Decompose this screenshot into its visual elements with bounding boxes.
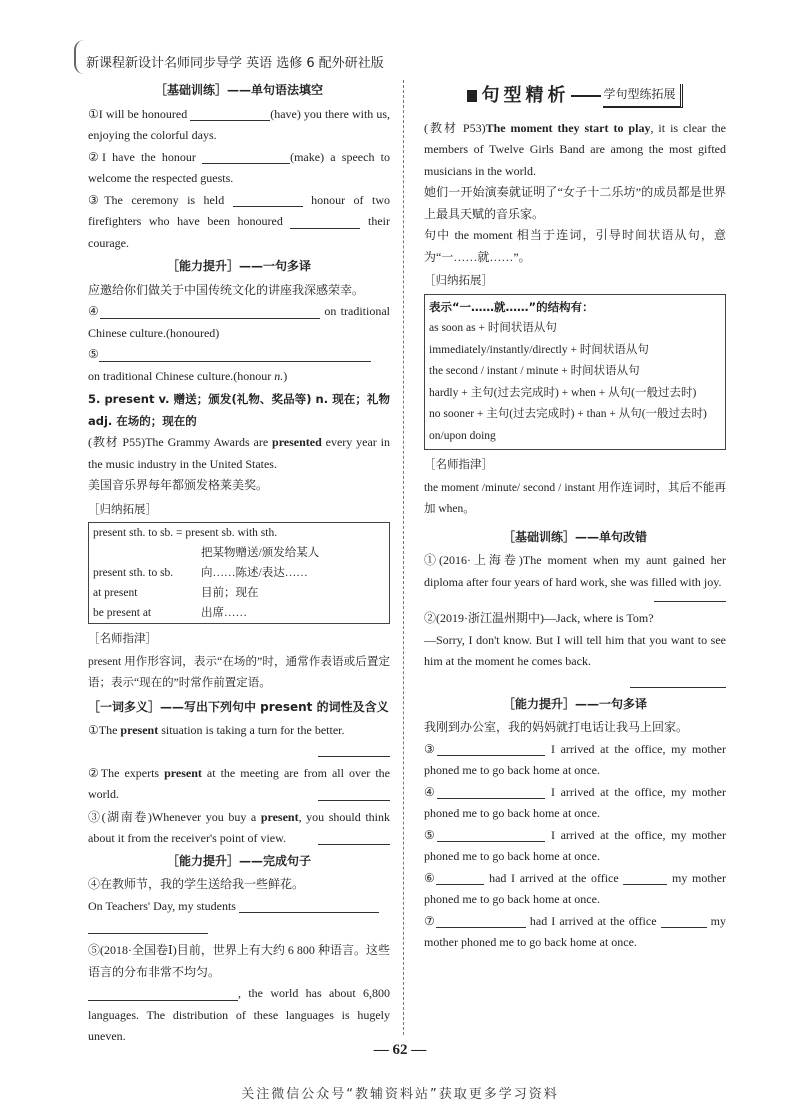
correction-item: ②(2019·浙江温州期中)—Jack, where is Tom? [424, 611, 654, 625]
teacher-tip-tag: ［名师指津］ [88, 631, 157, 645]
section-title-error-correction: ［基础训练］——单句改错 [502, 529, 647, 544]
translation-item: ④ I arrived at the office, my mother phoned me to go back home at once. [424, 784, 726, 820]
answer-blank[interactable] [630, 675, 726, 688]
banner-rule [571, 95, 601, 97]
exercise-item: ①I will be honoured (have) you there with us, enjoying the colorful days. [88, 106, 390, 142]
polysemy-item: ②The experts present at the meeting are from all over the world. [88, 765, 390, 801]
textbook-example: (教材 P55)The Grammy Awards are presented every year in the music industry in the United States. [88, 435, 390, 471]
completion-prompt: ④在教师节，我的学生送给我一些鲜花。 [88, 877, 305, 891]
structure-line: as soon as + 时间状语从句 [429, 322, 557, 334]
example-translation: 美国音乐界每年都颁发格莱美奖。 [88, 478, 269, 492]
answer-blank[interactable] [190, 108, 270, 121]
completion-prompt: ⑤(2018·全国卷Ⅰ)目前，世界上有大约 6 800 种语言。这些语言的分布非常不均匀。 [88, 943, 390, 979]
translation-item: ⑤ on traditional Chinese culture.(honour n.) [88, 344, 390, 387]
answer-blank[interactable] [437, 786, 545, 799]
exercise-item: ②I have the honour (make) a speech to welcome the respected guests. [88, 149, 390, 185]
table-row: present sth. to sb. = present sb. with sth. [93, 527, 278, 539]
translation-source: 我刚到办公室，我的妈妈就打电话让我马上回家。 [424, 720, 689, 734]
translation-source: 应邀给你们做关于中国传统文化的讲座我深感荣幸。 [88, 282, 365, 297]
structure-line: the second / instant / minute + 时间状语从句 [429, 365, 640, 377]
structure-line: immediately/instantly/directly + 时间状语从句 [429, 343, 649, 356]
page-curl-decoration [74, 40, 86, 74]
answer-blank[interactable] [239, 900, 379, 913]
completion-item: On Teachers' Day, my students [88, 896, 390, 918]
answer-blank[interactable] [623, 872, 667, 885]
structure-line: hardly + 主句(过去完成时) + when + 从句(一般过去时) [429, 386, 697, 399]
answer-blank[interactable] [661, 915, 707, 928]
answer-blank[interactable] [436, 872, 484, 885]
table-row: present sth. to sb. 向……陈述/表达…… [93, 567, 308, 579]
teacher-tip: present 用作形容词，表示“在场的”时，通常作表语或后置定语；表示“现在的”时常作前置定语。 [88, 655, 390, 689]
answer-blank[interactable] [318, 788, 390, 801]
left-column [88, 78, 390, 1048]
answer-blank[interactable] [233, 194, 303, 207]
answer-blank[interactable] [436, 915, 526, 928]
structure-line: no sooner + 主句(过去完成时) + than + 从句(一般过去时) [429, 408, 707, 420]
translation-item: ③ I arrived at the office, my mother phoned me to go back home at once. [424, 741, 726, 777]
answer-blank[interactable] [318, 832, 390, 845]
translation-item: ⑥ had I arrived at the office my mother phoned me to go back home at once. [424, 870, 727, 906]
answer-blank[interactable] [437, 743, 545, 756]
section-title-polysemy: ［一词多义］——写出下列句中 present 的词性及含义 [88, 699, 389, 714]
table-row: 把某物赠送/颁发给某人 [201, 547, 320, 559]
correction-item: —Sorry, I don't know. But I will tell him that you want to see him at the moment he comes back. [424, 632, 726, 668]
summary-tag: ［归纳拓展］ [88, 501, 157, 516]
structure-line: on/upon doing [429, 429, 496, 442]
footer-note: 关注微信公众号“教辅资料站”获取更多学习资料 [241, 1087, 559, 1102]
section-title-translation: ［能力提升］——一句多译 [502, 696, 647, 711]
example-note: 句中 the moment 相当于连词，引导时间状语从句，意为“一……就……”。 [424, 228, 726, 264]
answer-blank[interactable] [88, 921, 208, 934]
column-divider [403, 80, 404, 1035]
table-row: at present 目前；现在 [93, 587, 259, 599]
textbook-example: (教材 P53)The moment they start to play, it is clear the members of Twelve Girls Band are among the most gifted musicians in the world. [424, 120, 727, 178]
translation-item: ⑤ I arrived at the office, my mother phoned me to go back home at once. [424, 827, 726, 863]
answer-blank[interactable] [99, 349, 371, 362]
banner-title: 句型精析 [481, 85, 570, 106]
teacher-tip-tag: ［名师指津］ [424, 457, 493, 471]
vocab-entry-present: 5. present v. 赠送；颁发(礼物、奖品等) n. 现在；礼物 adj. 在场的；现在的 [88, 392, 390, 428]
polysemy-item: ①The present situation is taking a turn for the better. [88, 723, 345, 737]
correction-item: ①(2016·上海卷)The moment when my aunt gained her diploma after four years of hard work, she was filled with joy. [424, 553, 726, 589]
answer-blank[interactable] [290, 216, 360, 229]
right-column [424, 78, 726, 954]
teacher-tip: the moment /minute/ second / instant 用作连词时，其后不能再加 when。 [424, 481, 726, 515]
answer-blank[interactable] [202, 151, 290, 164]
answer-blank[interactable] [318, 744, 390, 757]
section-title-complete: ［能力提升］——完成句子 [166, 853, 311, 868]
usage-table [88, 522, 390, 624]
structure-box [424, 294, 726, 451]
page-number: — 62 — [373, 1042, 427, 1058]
summary-tag: ［归纳拓展］ [424, 273, 493, 287]
example-translation: 她们一开始演奏就证明了“女子十二乐坊”的成员都是世界上最具天赋的音乐家。 [424, 185, 726, 221]
structure-box-title: 表示“一……就……”的结构有： [429, 299, 594, 314]
completion-item: , the world has about 6,800 languages. The distribution of these languages is hugely uneven. [88, 986, 390, 1043]
answer-blank[interactable] [100, 306, 320, 319]
answer-blank[interactable] [88, 988, 238, 1001]
section-title-basic-fill: ［基础训练］——单句语法填空 [154, 83, 323, 97]
exercise-item: ③The ceremony is held honour of two firefighters who have been honoured their courage. [88, 192, 391, 250]
translation-item: ⑦ had I arrived at the office my mother phoned me to go back home at once. [424, 913, 726, 949]
banner-square-icon [467, 90, 477, 102]
running-header: 新课程新设计名师同步导学 英语 选修 6 配外研社版 [86, 56, 384, 71]
polysemy-item: ③(湖南卷)Whenever you buy a present, you should think about it from the receiver's point of view. [88, 809, 390, 845]
banner-subtitle: 学句型练拓展 [603, 84, 682, 108]
table-row: be present at 出席…… [93, 607, 247, 619]
section-banner [424, 84, 726, 108]
answer-blank[interactable] [437, 829, 545, 842]
section-title-translation: ［能力提升］——一句多译 [166, 259, 311, 273]
translation-item: ④ on traditional Chinese culture.(honoured) [88, 304, 390, 340]
